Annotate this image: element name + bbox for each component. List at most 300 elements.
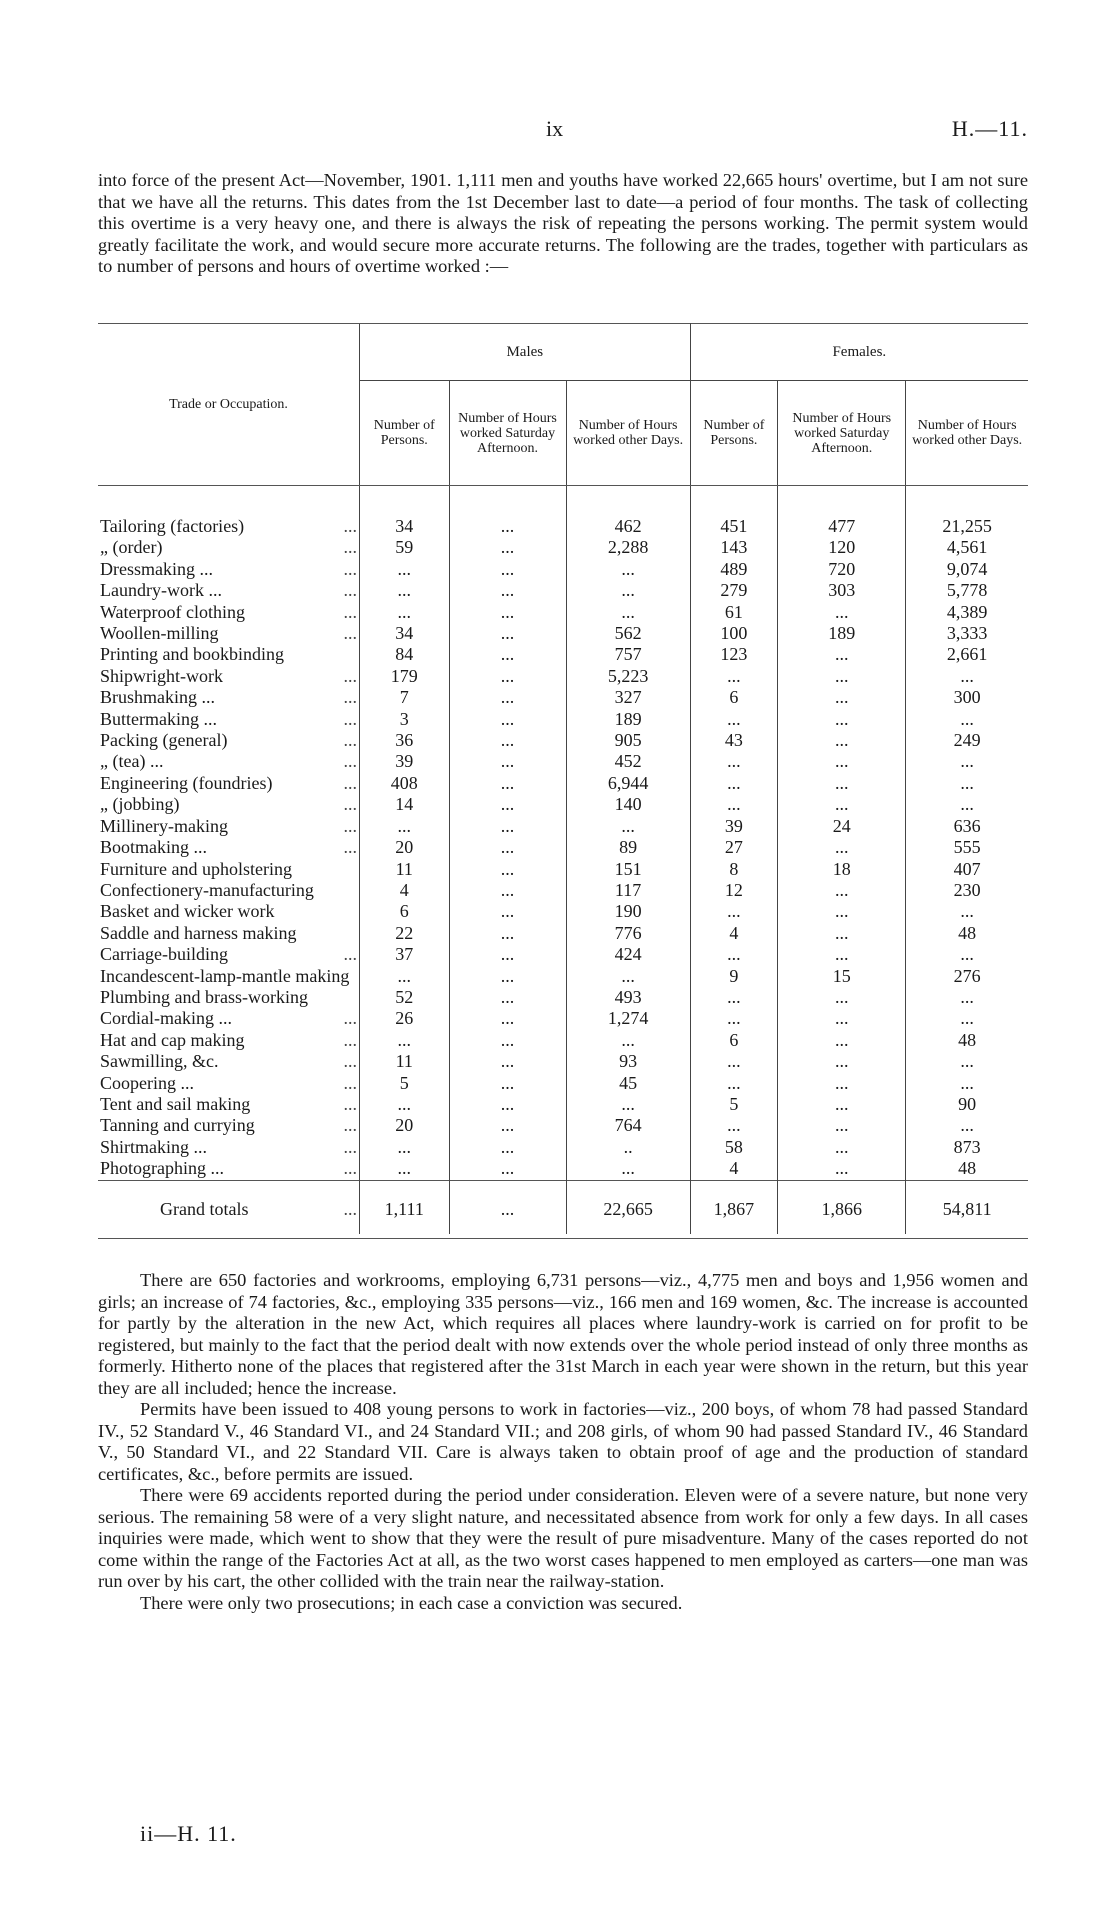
males-persons-cell: 408 <box>359 773 449 794</box>
females-other-days-cell: ... <box>906 1051 1028 1072</box>
grand-totals-row <box>98 1180 1028 1234</box>
males-other-days-cell: 117 <box>566 880 690 901</box>
trade-label: Plumbing and brass-working <box>100 986 308 1007</box>
rule-cell <box>359 1234 449 1239</box>
leader-dots: ... <box>343 1093 357 1114</box>
document-reference: H.—11. <box>951 116 1028 141</box>
females-saturday-cell: 477 <box>778 486 906 538</box>
males-other-days-cell: 424 <box>566 944 690 965</box>
females-other-days-cell: 48 <box>906 923 1028 944</box>
males-other-days-cell: 5,223 <box>566 666 690 687</box>
females-persons-cell: 5 <box>690 1094 778 1115</box>
males-persons-cell: ... <box>359 816 449 837</box>
females-other-days-cell: ... <box>906 1073 1028 1094</box>
leader-dots: ... <box>343 1072 357 1093</box>
trade-cell <box>98 644 359 665</box>
females-other-days-cell: 9,074 <box>906 559 1028 580</box>
males-saturday-cell: ... <box>449 1008 566 1029</box>
report-body <box>98 1270 1028 1614</box>
trade-label: Saddle and harness making <box>100 922 297 943</box>
males-persons-cell: 36 <box>359 730 449 751</box>
males-saturday-cell: ... <box>449 923 566 944</box>
females-persons-cell: ... <box>690 773 778 794</box>
females-persons-cell: ... <box>690 709 778 730</box>
trade-cell <box>98 1051 359 1072</box>
table-row <box>98 687 1028 708</box>
grand-totals-label: Grand totals <box>160 1198 249 1219</box>
males-saturday-cell: ... <box>449 1115 566 1136</box>
leader-dots: ... <box>343 944 357 965</box>
leader-dots: ... <box>343 1115 357 1136</box>
females-other-days-cell: 230 <box>906 880 1028 901</box>
females-persons-cell: 4 <box>690 1158 778 1180</box>
females-other-days-cell: ... <box>906 987 1028 1008</box>
table-row <box>98 623 1028 644</box>
table-row <box>98 1158 1028 1180</box>
females-persons-cell: 451 <box>690 486 778 538</box>
leader-dots: ... <box>343 730 357 751</box>
accidents-paragraph: There were 69 accidents reported during the period under consideration. Eleven were of a severe nature, but none very serious. The remaining 58 were of a very slight nature, and necessitated absence from work for only a few days. In all cases inquiries were made, which went to show that they were the result of pure misadventure. Many of the cases reported do not come within the range of the Factories Act at all, as the two worst cases happened to men employed as carters—one man was run over by his cart, the other collided with the train near the railway-station. <box>98 1485 1028 1591</box>
trade-cell <box>98 687 359 708</box>
males-saturday-cell: ... <box>449 859 566 880</box>
trade-cell <box>98 666 359 687</box>
females-persons-cell: 489 <box>690 559 778 580</box>
trade-label: „ (order) <box>100 537 163 558</box>
females-other-days-cell: ... <box>906 1115 1028 1136</box>
trade-label: Tanning and currying <box>100 1115 255 1136</box>
trade-cell <box>98 1158 359 1180</box>
males-other-days-cell: ... <box>566 816 690 837</box>
females-other-days-cell: 555 <box>906 837 1028 858</box>
trade-label: Coopering ... <box>100 1072 194 1093</box>
males-persons-header: Number of Persons. <box>359 381 449 486</box>
grand-totals-label-cell <box>98 1180 359 1234</box>
table-row <box>98 709 1028 730</box>
females-persons-cell: 4 <box>690 923 778 944</box>
females-saturday-cell: ... <box>778 794 906 815</box>
factories-paragraph: There are 650 factories and workrooms, employing 6,731 persons—viz., 4,775 men and boys and 1,956 women and girls; an increase of 74 factories, &c., employing 335 persons—viz., 166 men and 169 women, &c. The increase is accounted for partly by the alteration in the new Act, which requires all places where laundry-work is carried on for profit to be registered, but mainly to the fact that the period dealt with now extends over the whole period instead of only three months as formerly. Hitherto none of the places that registered after the 31st March in each year were shown in the return, but this year they are all included; hence the increase. <box>98 1270 1028 1398</box>
table-body <box>98 486 1028 1239</box>
males-persons-cell: ... <box>359 580 449 601</box>
intro-text: into force of the present Act—November, 1901. 1,111 men and youths have worked 22,665 hours' overtime, but I am not sure that we have all the returns. This dates from the 1st December last to date—a period of four months. The task of collecting this overtime is a very heavy one, and there is always the risk of repeating the persons working. The permit system would greatly facilitate the work, and would secure more accurate returns. The following are the trades, together with particulars as to number of persons and hours of overtime worked :— <box>98 170 1028 276</box>
trade-label: Printing and bookbinding <box>100 644 284 665</box>
females-other-days-cell: 48 <box>906 1158 1028 1180</box>
males-other-days-cell: 6,944 <box>566 773 690 794</box>
trade-label: Packing (general) <box>100 730 228 751</box>
table-row <box>98 1073 1028 1094</box>
females-group-header: Females. <box>690 324 1028 381</box>
leader-dots: ... <box>343 794 357 815</box>
females-persons-cell: 39 <box>690 816 778 837</box>
males-persons-cell: 52 <box>359 987 449 1008</box>
total-males-other-days-cell: 22,665 <box>566 1180 690 1234</box>
males-persons-cell: ... <box>359 559 449 580</box>
table-row <box>98 794 1028 815</box>
table-row <box>98 1115 1028 1136</box>
females-other-days-cell: ... <box>906 773 1028 794</box>
overtime-table <box>98 323 1028 1239</box>
males-persons-cell: 20 <box>359 1115 449 1136</box>
table-row <box>98 1137 1028 1158</box>
females-other-days-cell: ... <box>906 709 1028 730</box>
signature-mark: ii—H. 11. <box>140 1821 237 1846</box>
prosecutions-paragraph: There were only two prosecutions; in each case a conviction was secured. <box>140 1592 683 1613</box>
trade-label: Sawmilling, &c. <box>100 1051 219 1072</box>
table-row <box>98 537 1028 558</box>
males-persons-cell: 26 <box>359 1008 449 1029</box>
trade-label: Buttermaking ... <box>100 708 217 729</box>
males-saturday-cell: ... <box>449 837 566 858</box>
females-other-days-cell: 48 <box>906 1030 1028 1051</box>
total-females-saturday-cell: 1,866 <box>778 1180 906 1234</box>
females-saturday-cell: ... <box>778 880 906 901</box>
females-saturday-cell: ... <box>778 687 906 708</box>
trade-cell <box>98 1115 359 1136</box>
rule-cell <box>778 1234 906 1239</box>
males-saturday-cell: ... <box>449 486 566 538</box>
trade-label: Dressmaking ... <box>100 558 213 579</box>
trade-label: Incandescent-lamp-mantle making <box>100 965 350 986</box>
trade-cell <box>98 1137 359 1158</box>
males-saturday-cell: ... <box>449 1094 566 1115</box>
females-other-days-cell: 276 <box>906 966 1028 987</box>
females-saturday-cell: ... <box>778 1051 906 1072</box>
females-persons-cell: 279 <box>690 580 778 601</box>
trade-cell <box>98 923 359 944</box>
females-saturday-cell: ... <box>778 602 906 623</box>
trade-cell <box>98 559 359 580</box>
table-row <box>98 987 1028 1008</box>
females-saturday-cell: 15 <box>778 966 906 987</box>
females-persons-cell: 58 <box>690 1137 778 1158</box>
table-row <box>98 486 1028 538</box>
females-persons-cell: 9 <box>690 966 778 987</box>
table-row <box>98 730 1028 751</box>
leader-dots: ... <box>343 837 357 858</box>
table-row <box>98 966 1028 987</box>
table-row <box>98 923 1028 944</box>
males-persons-cell: ... <box>359 966 449 987</box>
trade-label: Photographing ... <box>100 1158 224 1179</box>
males-other-days-cell: ... <box>566 559 690 580</box>
males-other-days-cell: 151 <box>566 859 690 880</box>
males-other-days-cell: 189 <box>566 709 690 730</box>
females-saturday-cell: ... <box>778 901 906 922</box>
trade-label: Tailoring (factories) <box>100 516 245 536</box>
males-saturday-cell: ... <box>449 580 566 601</box>
males-other-days-cell: 905 <box>566 730 690 751</box>
leader-dots: ... <box>343 815 357 836</box>
males-other-days-cell: 757 <box>566 644 690 665</box>
trade-cell <box>98 773 359 794</box>
females-saturday-cell: ... <box>778 837 906 858</box>
rule-cell <box>98 1234 359 1239</box>
males-persons-cell: 5 <box>359 1073 449 1094</box>
leader-dots: ... <box>343 1198 357 1219</box>
trade-cell <box>98 944 359 965</box>
males-other-days-cell: 89 <box>566 837 690 858</box>
males-other-days-cell: 462 <box>566 486 690 538</box>
males-persons-cell: 14 <box>359 794 449 815</box>
males-saturday-cell: ... <box>449 623 566 644</box>
table-bottom-rule <box>98 1234 1028 1239</box>
females-saturday-cell: ... <box>778 1030 906 1051</box>
females-persons-cell: ... <box>690 944 778 965</box>
table-row <box>98 1008 1028 1029</box>
females-saturday-cell: ... <box>778 751 906 772</box>
males-saturday-cell: ... <box>449 1137 566 1158</box>
table-row <box>98 1030 1028 1051</box>
page-header <box>98 116 1028 146</box>
females-other-days-cell: 249 <box>906 730 1028 751</box>
females-other-days-cell: 873 <box>906 1137 1028 1158</box>
males-saturday-cell: ... <box>449 644 566 665</box>
trade-cell <box>98 709 359 730</box>
females-saturday-cell: 24 <box>778 816 906 837</box>
females-saturday-header: Number of Hours worked Saturday Afternoon. <box>778 381 906 486</box>
females-saturday-cell: ... <box>778 644 906 665</box>
females-other-days-cell: 407 <box>906 859 1028 880</box>
trade-cell <box>98 486 359 538</box>
females-saturday-cell: ... <box>778 944 906 965</box>
females-other-days-cell: 90 <box>906 1094 1028 1115</box>
males-other-days-cell: 140 <box>566 794 690 815</box>
trade-cell <box>98 623 359 644</box>
males-saturday-header: Number of Hours worked Saturday Afternoon. <box>449 381 566 486</box>
males-other-days-cell: 327 <box>566 687 690 708</box>
females-saturday-cell: 720 <box>778 559 906 580</box>
females-other-days-cell: ... <box>906 1008 1028 1029</box>
males-saturday-cell: ... <box>449 709 566 730</box>
females-persons-cell: 6 <box>690 1030 778 1051</box>
table-row <box>98 773 1028 794</box>
trade-cell <box>98 730 359 751</box>
trade-label: Furniture and upholstering <box>100 858 292 879</box>
trade-label: Basket and wicker work <box>100 901 275 922</box>
males-saturday-cell: ... <box>449 1051 566 1072</box>
males-persons-cell: 6 <box>359 901 449 922</box>
trade-cell <box>98 1030 359 1051</box>
males-other-days-cell: 2,288 <box>566 537 690 558</box>
males-saturday-cell: ... <box>449 730 566 751</box>
leader-dots: ... <box>343 558 357 579</box>
males-saturday-cell: ... <box>449 602 566 623</box>
females-persons-cell: ... <box>690 1073 778 1094</box>
leader-dots: ... <box>343 1051 357 1072</box>
males-saturday-cell: ... <box>449 537 566 558</box>
males-group-header: Males <box>359 324 690 381</box>
males-saturday-cell: ... <box>449 901 566 922</box>
table-row <box>98 580 1028 601</box>
rule-cell <box>690 1234 778 1239</box>
males-other-days-cell: ... <box>566 966 690 987</box>
leader-dots: ... <box>343 601 357 622</box>
trade-label: Laundry-work ... <box>100 580 222 601</box>
trade-cell <box>98 859 359 880</box>
females-persons-cell: 123 <box>690 644 778 665</box>
females-other-days-cell: 2,661 <box>906 644 1028 665</box>
males-other-days-cell: 493 <box>566 987 690 1008</box>
total-females-persons-cell: 1,867 <box>690 1180 778 1234</box>
leader-dots: ... <box>343 687 357 708</box>
males-other-days-cell: ... <box>566 1030 690 1051</box>
trade-label: Millinery-making <box>100 815 228 836</box>
females-saturday-cell: ... <box>778 1158 906 1180</box>
trade-label: Hat and cap making <box>100 1029 245 1050</box>
trade-label: Engineering (foundries) <box>100 772 273 793</box>
males-other-days-cell: 93 <box>566 1051 690 1072</box>
males-saturday-cell: ... <box>449 966 566 987</box>
females-saturday-cell: ... <box>778 730 906 751</box>
males-persons-cell: 11 <box>359 859 449 880</box>
males-persons-cell: 39 <box>359 751 449 772</box>
females-persons-cell: 12 <box>690 880 778 901</box>
leader-dots: ... <box>343 1008 357 1029</box>
females-other-days-cell: 300 <box>906 687 1028 708</box>
males-other-days-cell: 776 <box>566 923 690 944</box>
males-saturday-cell: ... <box>449 880 566 901</box>
females-other-days-cell: ... <box>906 794 1028 815</box>
leader-dots: ... <box>343 623 357 644</box>
females-saturday-cell: ... <box>778 1008 906 1029</box>
males-other-days-cell: 1,274 <box>566 1008 690 1029</box>
males-saturday-cell: ... <box>449 773 566 794</box>
females-persons-cell: ... <box>690 1051 778 1072</box>
females-persons-header: Number of Persons. <box>690 381 778 486</box>
males-saturday-cell: ... <box>449 1030 566 1051</box>
females-other-days-cell: 3,333 <box>906 623 1028 644</box>
males-other-days-cell: ... <box>566 1094 690 1115</box>
males-other-days-header: Number of Hours worked other Days. <box>566 381 690 486</box>
leader-dots: ... <box>343 1029 357 1050</box>
trade-label: Shipwright-work <box>100 665 223 686</box>
total-males-persons-cell: 1,111 <box>359 1180 449 1234</box>
males-persons-cell: 34 <box>359 486 449 538</box>
males-saturday-cell: ... <box>449 1158 566 1180</box>
females-saturday-cell: 303 <box>778 580 906 601</box>
table-row <box>98 880 1028 901</box>
females-other-days-cell: 21,255 <box>906 486 1028 538</box>
females-persons-cell: 8 <box>690 859 778 880</box>
table-row <box>98 602 1028 623</box>
males-persons-cell: 179 <box>359 666 449 687</box>
trade-label: Cordial-making ... <box>100 1008 232 1029</box>
females-saturday-cell: ... <box>778 1115 906 1136</box>
trade-cell <box>98 602 359 623</box>
leader-dots: ... <box>343 516 357 536</box>
males-persons-cell: 11 <box>359 1051 449 1072</box>
table-row <box>98 751 1028 772</box>
rule-cell <box>449 1234 566 1239</box>
males-other-days-cell: 562 <box>566 623 690 644</box>
females-other-days-cell: ... <box>906 944 1028 965</box>
males-persons-cell: 59 <box>359 537 449 558</box>
table-row <box>98 666 1028 687</box>
trade-label: Shirtmaking ... <box>100 1136 207 1157</box>
males-persons-cell: 4 <box>359 880 449 901</box>
females-saturday-cell: ... <box>778 773 906 794</box>
males-saturday-cell: ... <box>449 794 566 815</box>
trade-cell <box>98 794 359 815</box>
leader-dots: ... <box>343 708 357 729</box>
males-other-days-cell: 190 <box>566 901 690 922</box>
females-persons-cell: ... <box>690 794 778 815</box>
females-persons-cell: ... <box>690 1115 778 1136</box>
males-other-days-cell: ... <box>566 1158 690 1180</box>
leader-dots: ... <box>343 537 357 558</box>
females-persons-cell: 43 <box>690 730 778 751</box>
females-persons-cell: 61 <box>690 602 778 623</box>
females-saturday-cell: ... <box>778 1137 906 1158</box>
males-persons-cell: ... <box>359 1137 449 1158</box>
leader-dots: ... <box>343 665 357 686</box>
trade-label: Waterproof clothing <box>100 601 246 622</box>
table-row <box>98 644 1028 665</box>
females-saturday-cell: ... <box>778 1073 906 1094</box>
total-males-saturday-cell: ... <box>449 1180 566 1234</box>
males-other-days-cell: 764 <box>566 1115 690 1136</box>
males-saturday-cell: ... <box>449 944 566 965</box>
males-other-days-cell: 452 <box>566 751 690 772</box>
trade-column-header: Trade or Occupation. <box>98 324 359 486</box>
females-saturday-cell: ... <box>778 666 906 687</box>
females-persons-cell: 143 <box>690 537 778 558</box>
females-persons-cell: ... <box>690 901 778 922</box>
males-other-days-cell: ... <box>566 602 690 623</box>
trade-label: Carriage-building <box>100 944 228 965</box>
rule-cell <box>566 1234 690 1239</box>
page-number: ix <box>546 116 564 141</box>
females-persons-cell: ... <box>690 1008 778 1029</box>
males-other-days-cell: ... <box>566 580 690 601</box>
females-other-days-cell: 5,778 <box>906 580 1028 601</box>
females-saturday-cell: 18 <box>778 859 906 880</box>
permits-paragraph: Permits have been issued to 408 young persons to work in factories—viz., 200 boys, of whom 78 had passed Standard IV., 52 Standard V., 46 Standard VI., and 24 Standard VII.; and 208 girls, of whom 90 had passed Standard IV., 46 Standard V., 50 Standard VI., and 22 Standard VII. Care is always taken to obtain proof of age and the production of standard certificates, &c., before permits are issued. <box>98 1399 1028 1484</box>
trade-label: Woollen-milling <box>100 623 219 644</box>
males-persons-cell: 84 <box>359 644 449 665</box>
females-persons-cell: 6 <box>690 687 778 708</box>
trade-label: Confectionery-manufacturing <box>100 879 314 900</box>
males-saturday-cell: ... <box>449 666 566 687</box>
trade-cell <box>98 580 359 601</box>
males-persons-cell: 3 <box>359 709 449 730</box>
table-row <box>98 944 1028 965</box>
males-persons-cell: ... <box>359 1094 449 1115</box>
table-row <box>98 859 1028 880</box>
females-persons-cell: ... <box>690 751 778 772</box>
leader-dots: ... <box>343 1158 357 1179</box>
leader-dots: ... <box>343 580 357 601</box>
females-saturday-cell: ... <box>778 709 906 730</box>
females-other-days-cell: 4,389 <box>906 602 1028 623</box>
trade-label: „ (tea) ... <box>100 751 164 772</box>
males-persons-cell: ... <box>359 1030 449 1051</box>
males-saturday-cell: ... <box>449 687 566 708</box>
table-row <box>98 559 1028 580</box>
females-saturday-cell: 189 <box>778 623 906 644</box>
table-row <box>98 1051 1028 1072</box>
males-saturday-cell: ... <box>449 1073 566 1094</box>
females-saturday-cell: 120 <box>778 537 906 558</box>
males-saturday-cell: ... <box>449 559 566 580</box>
trade-cell <box>98 751 359 772</box>
trade-cell <box>98 537 359 558</box>
females-other-days-cell: ... <box>906 666 1028 687</box>
table-row <box>98 1094 1028 1115</box>
males-persons-cell: 22 <box>359 923 449 944</box>
females-persons-cell: ... <box>690 987 778 1008</box>
trade-label: Bootmaking ... <box>100 837 207 858</box>
